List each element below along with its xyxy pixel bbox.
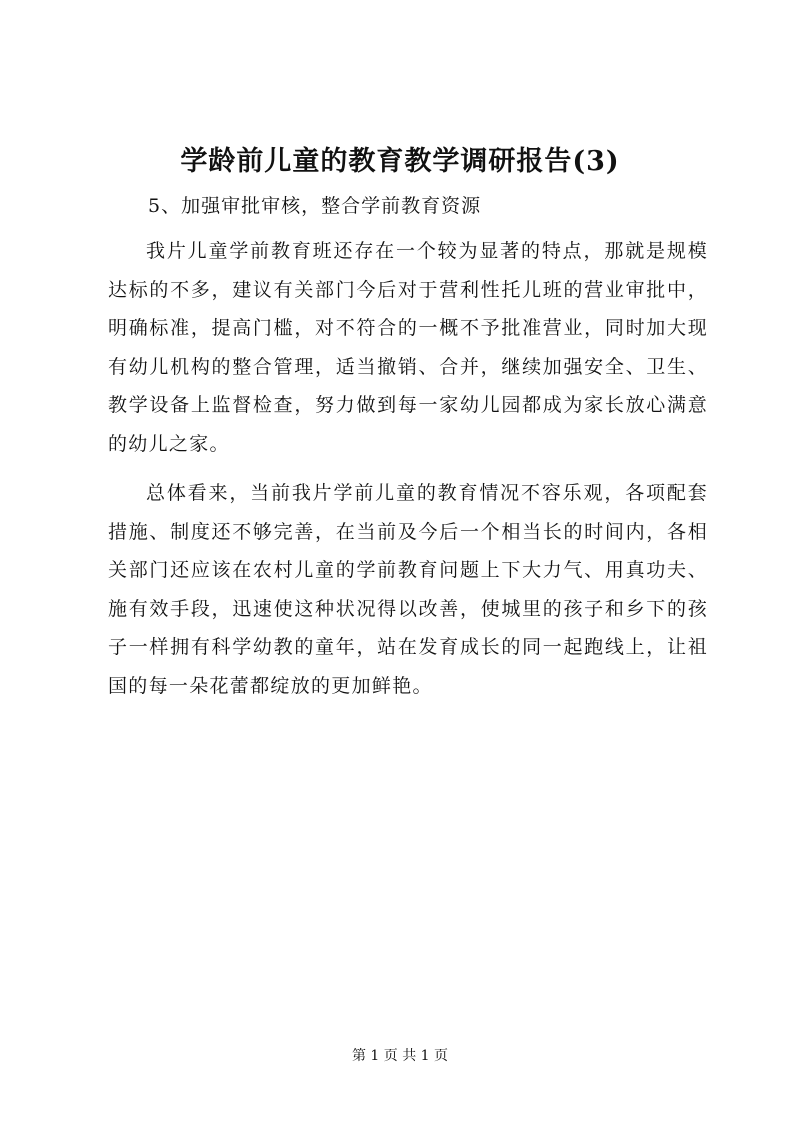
section-heading: 5、加强审批审核，整合学前教育资源	[148, 195, 482, 217]
document-title: 学龄前儿童的教育教学调研报告(3)	[180, 146, 620, 177]
page-footer: 第 1 页 共 1 页	[351, 1048, 449, 1064]
body-paragraph: 我片儿童学前教育班还存在一个较为显著的特点，那就是规模达标的不多，建议有关部门今后对于营利性托儿班的营业审批中，明确标准，提高门槛，对不符合的一概不予批准营业，同时加大现有幼儿机构的整合管理，适当撤销、合并，继续加强安全、卫生、教学设备上监督检查，努力做到每一家幼儿园都成为家长放心满意的幼儿之家。	[108, 240, 708, 455]
body-paragraph: 总体看来，当前我片学前儿童的教育情况不容乐观，各项配套措施、制度还不够完善，在当前及今后一个相当长的时间内，各相关部门还应该在农村儿童的学前教育问题上下大力气、用真功夫、施有效手段，迅速使这种状况得以改善，使城里的孩子和乡下的孩子一样拥有科学幼教的童年，站在发育成长的同一起跑线上，让祖国的每一朵花蕾都绽放的更加鲜艳。	[108, 482, 708, 697]
